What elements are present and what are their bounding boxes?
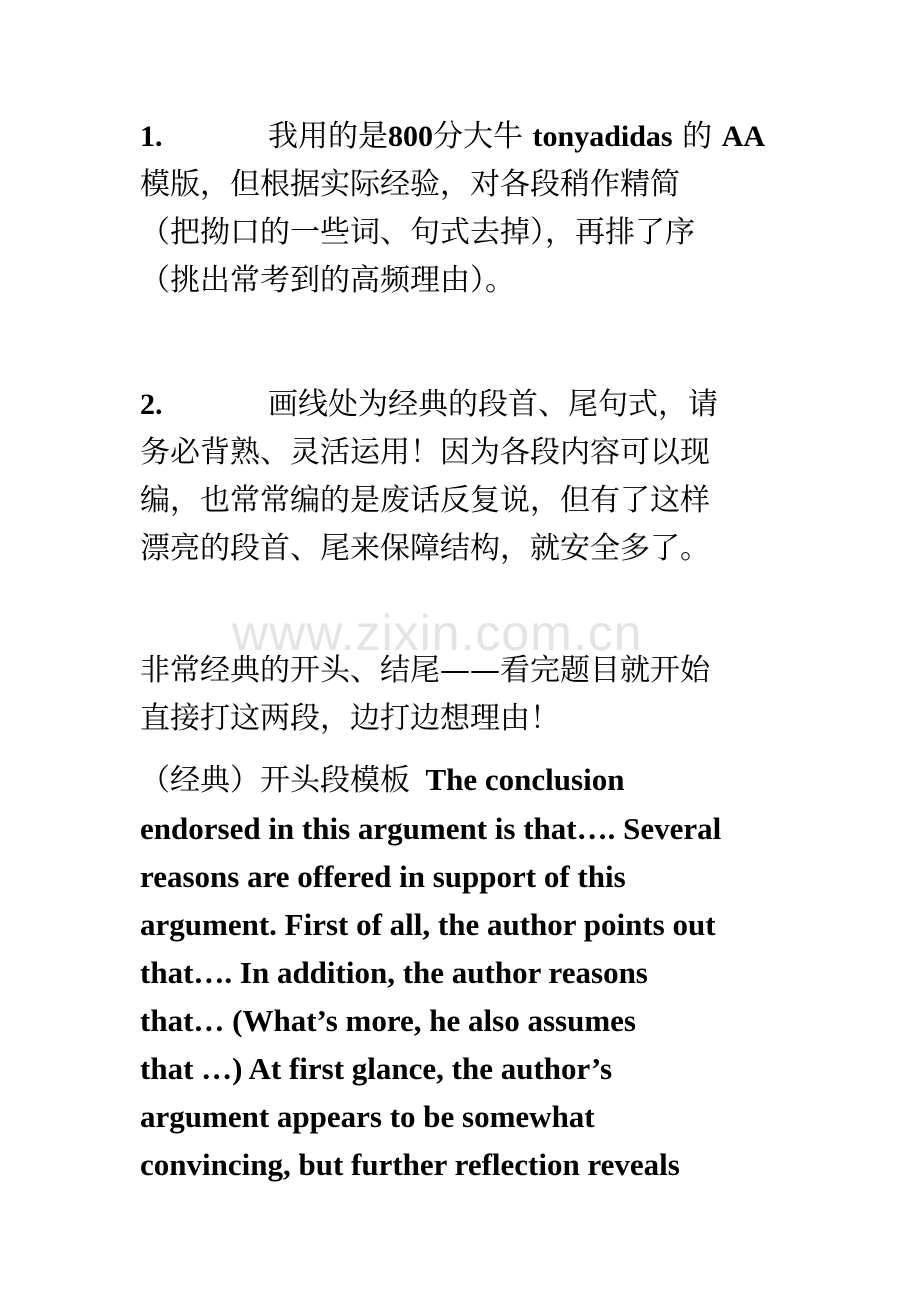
para1-text-b: 800: [388, 120, 433, 153]
para1-line4: （挑出常考到的高频理由）。: [140, 263, 515, 298]
template-text-3: reasons are offered in support of this: [140, 859, 626, 894]
template-text-6: that… (What’s more, he also assumes: [140, 1003, 636, 1038]
template-text-7: that …) At first glance, the author’s: [140, 1051, 613, 1086]
para2-line1: [140, 381, 718, 429]
template-text-9: convincing, but further reflection reveals: [140, 1147, 680, 1182]
template-line1: [140, 756, 624, 805]
para2-text: 画线处为经典的段首、尾句式，请: [268, 387, 718, 422]
para2-line2: 务必背熟、灵活运用！因为各段内容可以现: [140, 435, 710, 470]
template-text-5: that…. In addition, the author reasons: [140, 955, 648, 990]
template-text-1: The conclusion: [425, 762, 625, 797]
para2-number: 2.: [140, 388, 163, 421]
para1-text-d: tonyadidas: [532, 120, 673, 153]
para1-line1: [140, 113, 765, 161]
template-text-4: argument. First of all, the author points out: [140, 907, 716, 942]
para2-line3: 编，也常常编的是废话反复说，但有了这样: [140, 483, 710, 518]
para1-number: 1.: [140, 120, 163, 153]
para1-text-f: AA: [721, 120, 766, 153]
watermark: www.zixin.com.cn: [232, 605, 643, 661]
para1-text-e: 的: [672, 119, 722, 154]
template-text-8: argument appears to be somewhat: [140, 1099, 595, 1134]
para1-line3: （把拗口的一些词、句式去掉），再排了序: [140, 215, 695, 250]
para3-line2: 直接打这两段，边打边想理由！: [140, 701, 560, 736]
para1-line2: 模版，但根据实际经验，对各段稍作精简: [140, 167, 680, 202]
para3-line1: 非常经典的开头、结尾——看完题目就开始: [140, 653, 710, 688]
template-heading: （经典）开头段模板: [140, 763, 410, 798]
para2-line4: 漂亮的段首、尾来保障结构，就安全多了。: [140, 531, 710, 566]
template-text-2: endorsed in this argument is that…. Several: [140, 811, 722, 846]
para1-text-a: 我用的是: [268, 119, 388, 154]
para1-text-c: 分大牛: [433, 119, 533, 154]
